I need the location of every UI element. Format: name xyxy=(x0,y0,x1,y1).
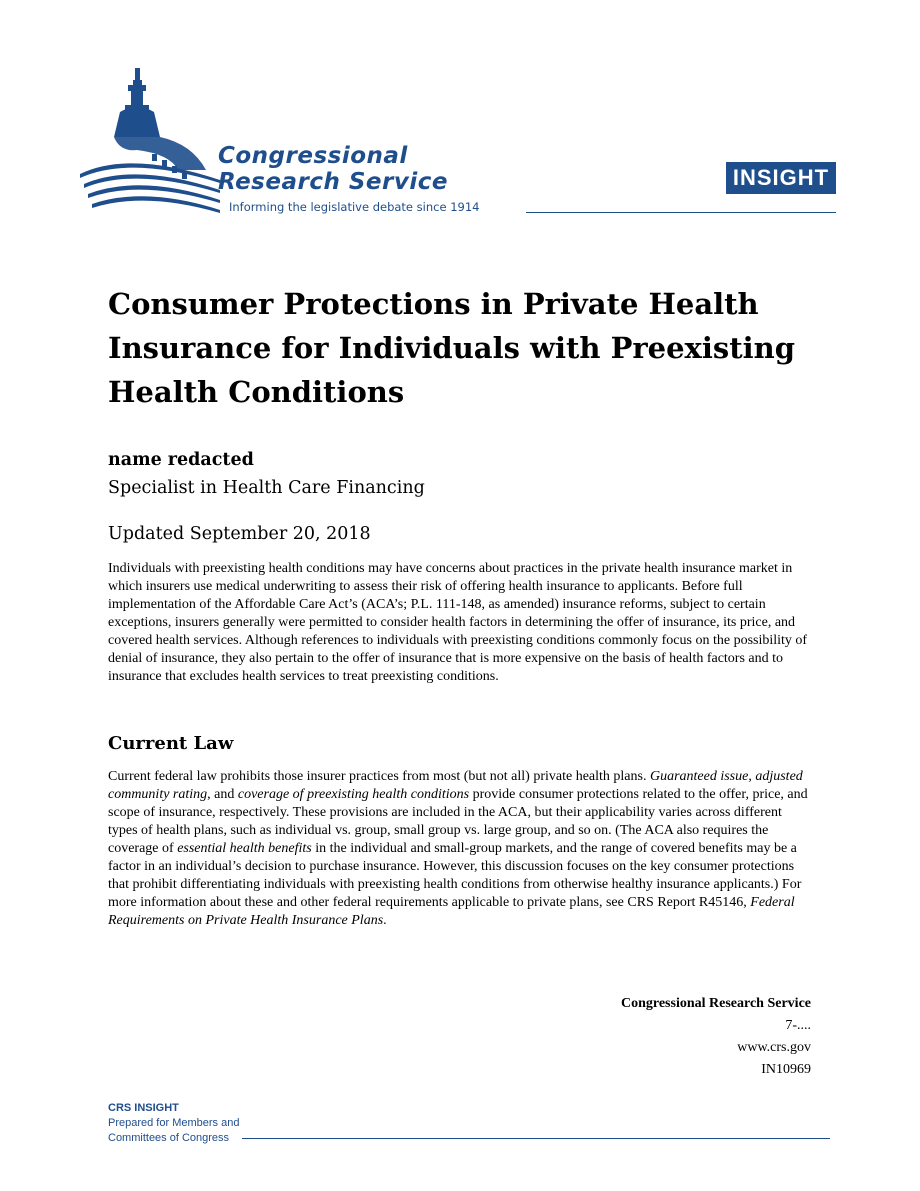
footer-website: www.crs.gov xyxy=(737,1040,811,1055)
org-name-line2: Research Service xyxy=(218,169,448,195)
insight-badge: INSIGHT xyxy=(726,162,836,194)
text-run: in the individual and small-group markets, and the range of covered benefits may be a factor in an individual’s decision to purchase insurance. However, this discussion focuses on the key consumer protections that prohibit differentiating individuals with preexisting health conditions from otherwise healthy insurance applicants.) For more information about these and other federal requirements applicable to private plans, see CRS Report R45146, xyxy=(108,841,802,910)
intro-paragraph: Individuals with preexisting health conditions may have concerns about practices in the private health insurance market in which insurers use medical underwriting to assess their risk of offering health insurance to applicants. Before full implementation of the Affordable Care Act’s (ACA’s; P.L. 111-148, as amended) insurance reforms, subject to certain exceptions, insurers generally were permitted to consider health factors in determining the offer of insurance, its price, and covered health services. Although references to individuals with preexisting conditions commonly focus on the possibility of denial of insurance, they also pertain to the offer of insurance that is more expensive on the basis of health factors and to insurance that excludes health services to treat preexisting conditions. xyxy=(108,561,808,684)
org-tagline: Informing the legislative debate since 1914 xyxy=(229,200,480,214)
footer-report-id: IN10969 xyxy=(761,1062,811,1077)
bottom-divider xyxy=(242,1138,830,1139)
page-title: Consumer Protections in Private Health Insurance for Individuals with Preexisting Health Conditions xyxy=(108,287,795,409)
tagline-divider xyxy=(526,212,836,213)
footer-org: Congressional Research Service xyxy=(620,996,811,1011)
org-name-line1: Congressional xyxy=(218,143,408,169)
term-essential-health-benefits: essential health benefits xyxy=(177,841,312,856)
text-run: , and xyxy=(207,787,238,802)
section-heading-current-law: Current Law xyxy=(108,733,234,754)
updated-date: Updated September 20, 2018 xyxy=(108,524,371,544)
report-title-reference: Federal Requirements on Private Health Insurance Plans xyxy=(108,895,795,928)
text-run: provide consumer protections related to the offer, price, and scope of insurance, respectively. These provisions are included in the ACA, but their applicability varies across different types of health plans, such as individual vs. group, small group vs. large group, and so on. (The ACA also requires the coverage of xyxy=(108,787,808,856)
term-guaranteed-issue: Guaranteed issue xyxy=(649,769,749,784)
page-header xyxy=(0,0,920,230)
org-name xyxy=(218,143,448,195)
capitol-dome-logo-icon xyxy=(80,62,220,222)
term-adjusted-community-rating: adjusted community rating xyxy=(108,769,803,802)
bottom-brand-line2: Prepared for Members and xyxy=(108,1117,240,1129)
crs-footer-block xyxy=(560,993,811,1081)
bottom-brand-line1: CRS INSIGHT xyxy=(108,1102,179,1114)
bottom-brand-line3: Committees of Congress xyxy=(108,1132,230,1144)
text-run: . xyxy=(383,913,387,928)
author-role: Specialist in Health Care Financing xyxy=(108,478,425,498)
footer-number: 7-.... xyxy=(785,1018,811,1033)
term-coverage-preexisting: coverage of preexisting health conditions xyxy=(237,787,470,802)
author-name: name redacted xyxy=(108,450,254,470)
bottom-brand xyxy=(108,1101,239,1146)
text-run: , xyxy=(748,769,756,784)
text-run: Current federal law prohibits those insurer practices from most (but not all) private health plans. xyxy=(108,769,647,784)
current-law-paragraph xyxy=(108,768,813,930)
